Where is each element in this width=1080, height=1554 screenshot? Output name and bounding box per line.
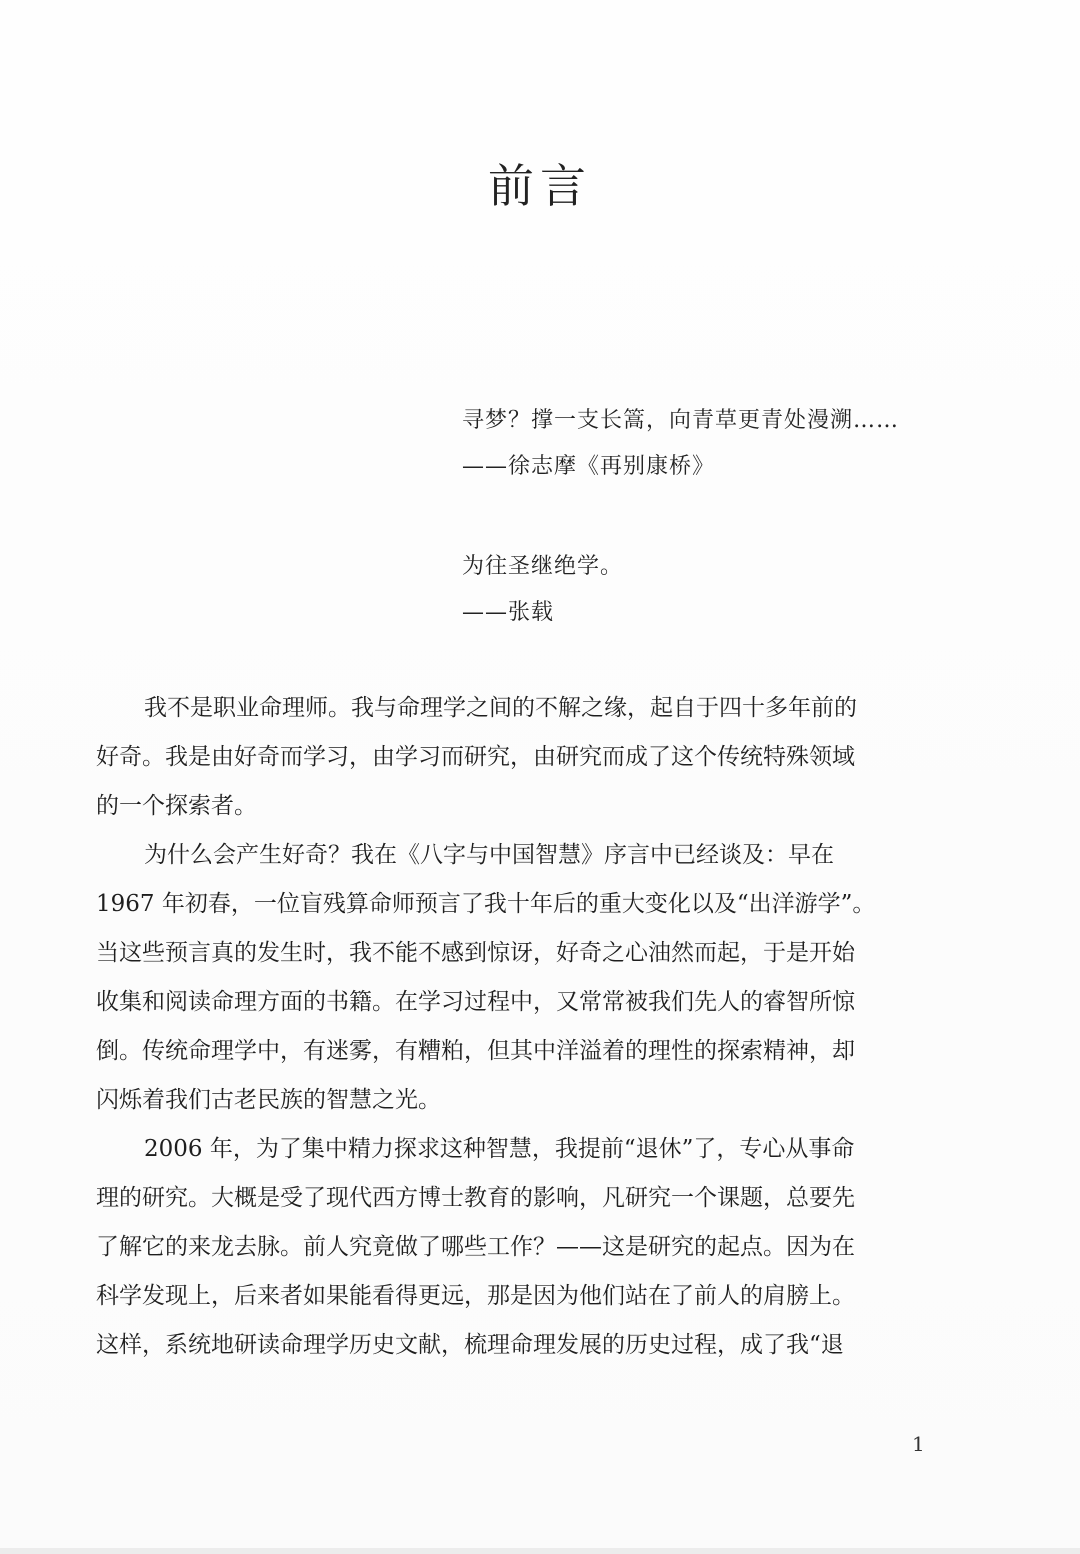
text-line: 2006 年，为了集中精力探求这种智慧，我提前“退休”了，专心从事命 [144,1136,855,1162]
epigraph-attribution: ——张载 [462,600,555,625]
text-line: 闪烁着我们古老民族的智慧之光。 [96,1087,441,1113]
paragraph-1 [96,684,928,831]
paragraph-2 [96,831,928,1125]
page-number: 1 [912,1432,925,1456]
epigraph-zhang-zai [462,544,982,636]
text-line: 我不是职业命理师。我与命理学之间的不解之缘，起自于四十多年前的 [144,695,857,721]
text-line: 了解它的来龙去脉。前人究竟做了哪些工作？——这是研究的起点。因为在 [96,1234,855,1260]
page-title: 前言 [488,159,592,213]
epigraph-xu-zhimo [462,398,982,490]
bottom-divider [0,1548,1080,1554]
epigraph-quote: 为往圣继绝学。 [462,554,624,579]
epigraph-quote: 寻梦？撑一支长篙，向青草更青处漫溯…… [462,408,900,433]
text-line: 科学发现上，后来者如果能看得更远，那是因为他们站在了前人的肩膀上。 [96,1283,855,1309]
text-line: 好奇。我是由好奇而学习，由学习而研究，由研究而成了这个传统特殊领域 [96,744,855,770]
preface-body [96,684,928,1370]
text-line: 倒。传统命理学中，有迷雾，有糟粕，但其中洋溢着的理性的探索精神，却 [96,1038,855,1064]
text-line: 收集和阅读命理方面的书籍。在学习过程中，又常常被我们先人的睿智所惊 [96,989,855,1015]
text-line: 理的研究。大概是受了现代西方博士教育的影响，凡研究一个课题，总要先 [96,1185,855,1211]
text-line: 这样，系统地研读命理学历史文献，梳理命理发展的历史过程，成了我“退 [96,1332,844,1358]
paragraph-3 [96,1125,928,1370]
text-line: 的一个探索者。 [96,793,257,819]
text-line: 1967 年初春，一位盲残算命师预言了我十年后的重大变化以及“出洋游学”。 [96,891,876,917]
text-line: 为什么会产生好奇？我在《八字与中国智慧》序言中已经谈及：早在 [144,842,834,868]
epigraph-attribution: ——徐志摩《再别康桥》 [462,454,716,479]
text-line: 当这些预言真的发生时，我不能不感到惊讶，好奇之心油然而起，于是开始 [96,940,855,966]
